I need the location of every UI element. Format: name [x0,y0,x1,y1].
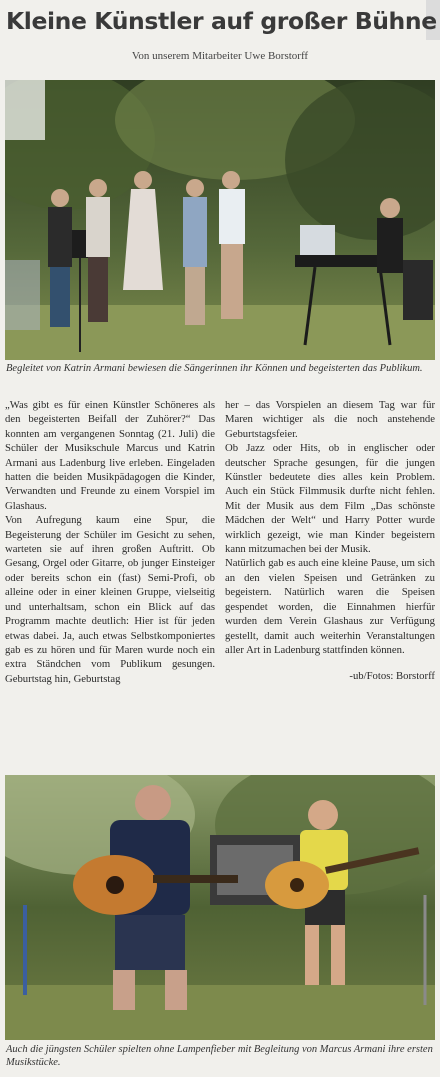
caption-bottom: Auch die jüngsten Schüler spielten ohne Lampenfieber mit Begleitung von Marcus Armani ihre ersten Musikstücke. [6,1044,433,1068]
paragraph: her – das Vorspielen an diesem Tag war für Maren wichtiger als die noch anstehende Geburtstagsfeier. [225,399,435,440]
photo-guitarists [5,775,435,1040]
photo-credit: -ub/Fotos: Borstorff [349,670,435,683]
photo-singers [5,80,435,360]
paragraph: Von Aufregung kaum eine Spur, die Begeisterung der Schüler im Gesicht zu sehen, warteten sie auf ihren großen Auftritt. Ob Gesang, Orgel oder Gitarre, ob junger Einsteiger oder bereits schon ein (fast) Semi-Profi, ob alleine oder in einer kleinen Gruppe, vielseitig und unterhaltsam, schon ein Blick auf das Programm machte deutlich: Hier ist für jeden etwas dabei. Ja, auch etwas Selbstkomponiertes gab es zu hören und für Maren wurde noch ein extra Ständchen vom Publikum gesungen. Geburtstag hin, Geburtstag [5,514,215,685]
paragraph: „Was gibt es für einen Künstler Schöneres als den begeisterten Beifall der Zuhörer?“ Das konnten am vergangenen Sonntag (21. Juli) die Schüler der Musikschule Marcus und Katrin Armani aus Ladenburg live erleben. Eingeladen hatten die beiden Musikpädagogen die Kinder, Verwandten und Freunde zu einem Vorspiel im Glashaus. [5,399,215,512]
paragraph: Natürlich gab es auch eine kleine Pause, um sich an den vielen Speisen und Getränken zu begeistern. Natürlich waren die Speisen gespendet worden, die Einnahmen hierfür wurden dem Verein Glashaus zur Verfügung gestellt, damit auch weiterhin Veranstaltungen aller Art in Ladenburg stattfinden können. [225,557,435,656]
article-column-left [5,398,215,686]
headline: Kleine Künstler auf großer Bühne [6,7,437,35]
caption-top: Begleitet von Katrin Armani bewiesen die Sängerinnen ihr Können und begeisterten das Publikum. [6,363,423,374]
photo-singers-image [5,80,435,360]
paragraph: Ob Jazz oder Hits, ob in englischer oder deutscher Sprache gesungen, für die jungen Künstler bedeutete dies alles kein Problem. Auch ein Stück Filmmusik durfte nicht fehlen. Mit der Musik aus dem Film „Das schönste Mädchen der Welt“ und Harry Potter wurde wirklich gezeigt, wie man Kinder begeistern kann mitzumachen bei der Musik. [225,442,435,556]
article-column-right [225,398,435,684]
photo-guitarists-image [5,775,435,1040]
byline: Von unserem Mitarbeiter Uwe Borstorff [131,50,309,62]
